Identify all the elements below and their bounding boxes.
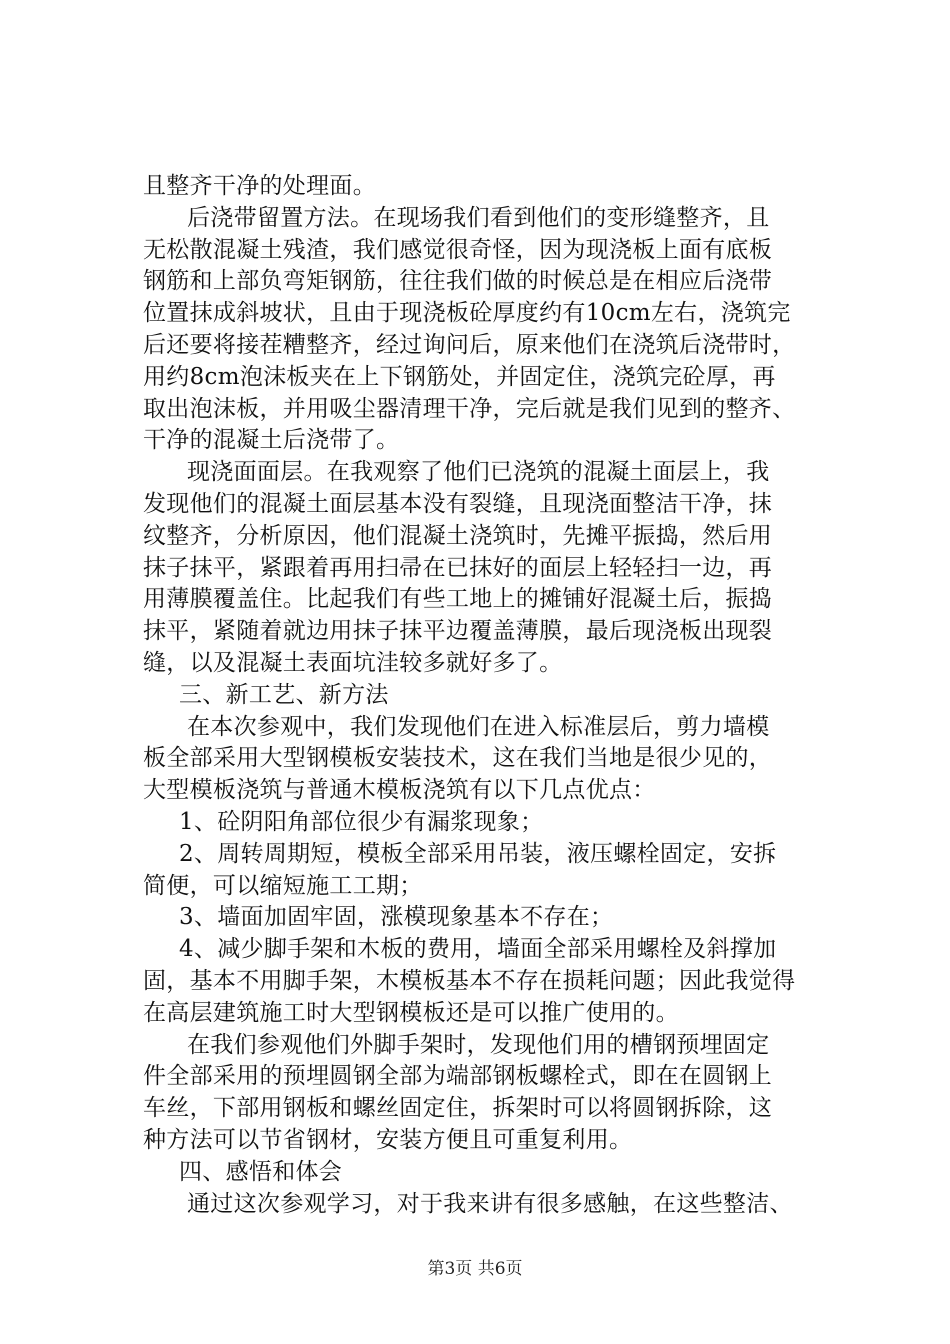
text-line: 种方法可以节省钢材，安装方便且可重复利用。 xyxy=(143,1126,633,1153)
text-line: 发现他们的混凝土面层基本没有裂缝，且现浇面整洁干净，抹 xyxy=(143,490,773,517)
text-line: 位置抹成斜坡状，且由于现浇板砼厚度约有10cm左右，浇筑完 xyxy=(143,300,791,327)
text-line: 2、周转周期短，模板全部采用吊装，液压螺栓固定，安拆 xyxy=(179,840,777,867)
text-line: 且整齐干净的处理面。 xyxy=(143,173,376,199)
text-line: 用薄膜覆盖住。比起我们有些工地上的摊铺好混凝土后，振捣 xyxy=(143,586,773,613)
text-line: 三、新工艺、新方法 xyxy=(179,681,389,708)
text-line: 简便，可以缩短施工工期； xyxy=(143,872,423,899)
text-line: 现浇面面层。在我观察了他们已浇筑的混凝土面层上，我 xyxy=(187,459,770,486)
text-line: 后浇带留置方法。在现场我们看到他们的变形缝整齐，且 xyxy=(187,204,770,231)
text-line: 固，基本不用脚手架，木模板基本不存在损耗问题；因此我觉得 xyxy=(143,967,796,994)
text-line: 1、砼阴阳角部位很少有漏浆现象； xyxy=(179,808,544,835)
text-line: 用约8cm泡沫板夹在上下钢筋处，并固定住，浇筑完砼厚，再 xyxy=(143,363,776,390)
text-line: 纹整齐，分析原因，他们混凝土浇筑时，先摊平振捣，然后用 xyxy=(143,522,773,549)
text-line: 钢筋和上部负弯矩钢筋，往往我们做的时候总是在相应后浇带 xyxy=(143,268,773,295)
text-line: 大型模板浇筑与普通木模板浇筑有以下几点优点： xyxy=(143,777,656,804)
text-line: 取出泡沫板，并用吸尘器清理干净，完后就是我们见到的整齐、 xyxy=(143,395,796,422)
text-line: 车丝，下部用钢板和螺丝固定住，拆架时可以将圆钢拆除，这 xyxy=(143,1095,773,1122)
document-body xyxy=(143,171,843,1220)
text-line: 通过这次参观学习，对于我来讲有很多感触，在这些整洁、 xyxy=(187,1190,793,1217)
text-line: 缝，以及混凝土表面坑洼较多就好多了。 xyxy=(143,649,563,676)
text-line: 件全部采用的预埋圆钢全部为端部钢板螺栓式，即在在圆钢上 xyxy=(143,1063,773,1090)
text-line: 后还要将接茬糟整齐，经过询问后，原来他们在浇筑后浇带时， xyxy=(143,331,796,358)
text-line: 在本次参观中，我们发现他们在进入标准层后，剪力墙模 xyxy=(187,713,770,740)
text-line: 在我们参观他们外脚手架时，发现他们用的槽钢预埋固定 xyxy=(187,1031,770,1058)
text-line: 抹平，紧随着就边用抹子抹平边覆盖薄膜，最后现浇板出现裂 xyxy=(143,618,773,645)
page-footer: 第3页 共6页 xyxy=(427,1259,523,1279)
text-line: 3、墙面加固牢固，涨模现象基本不存在； xyxy=(179,904,614,931)
text-line: 板全部采用大型钢模板安装技术，这在我们当地是很少见的， xyxy=(143,745,773,772)
text-line: 四、感悟和体会 xyxy=(179,1158,343,1185)
text-line: 在高层建筑施工时大型钢模板还是可以推广使用的。 xyxy=(143,999,679,1026)
text-line: 4、减少脚手架和木板的费用，墙面全部采用螺栓及斜撑加 xyxy=(179,936,777,963)
text-line: 抹子抹平，紧跟着再用扫帚在已抹好的面层上轻轻扫一边，再 xyxy=(143,554,773,581)
text-line: 无松散混凝土残渣，我们感觉很奇怪，因为现浇板上面有底板 xyxy=(143,236,773,263)
text-line: 干净的混凝土后浇带了。 xyxy=(143,427,400,454)
